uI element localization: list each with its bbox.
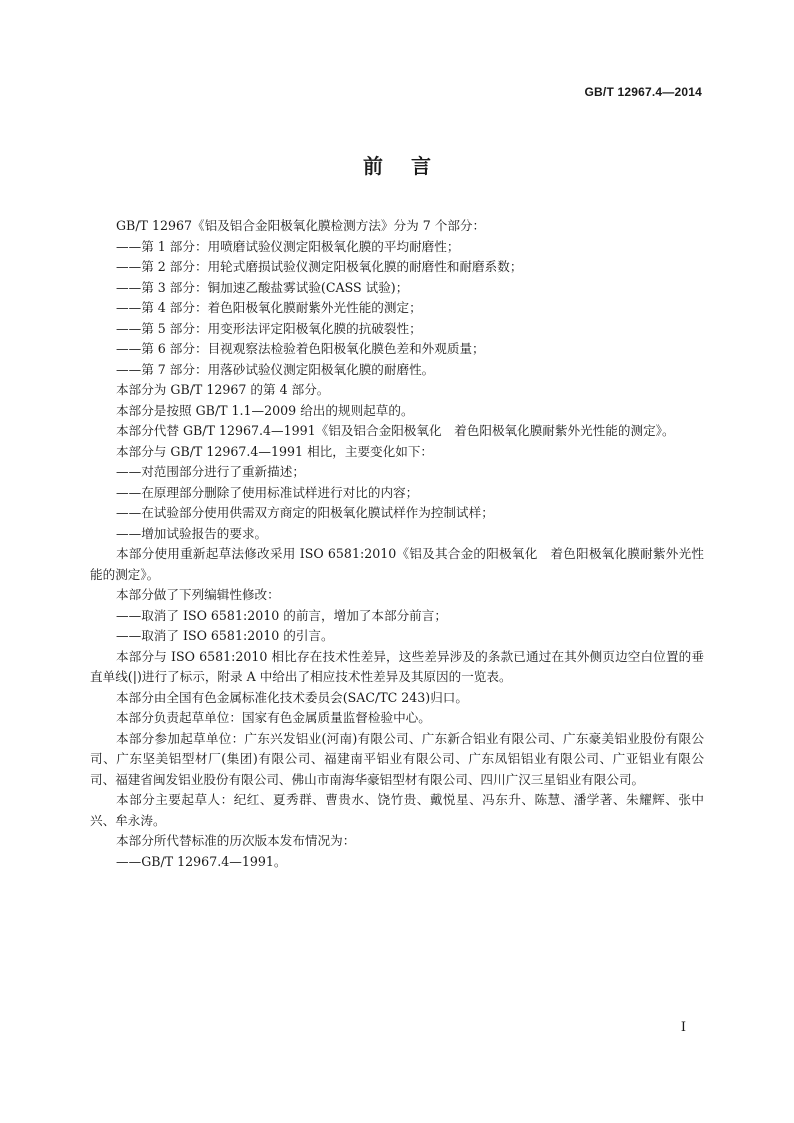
paragraph-main-drafters: 本部分主要起草人：纪红、夏秀群、曹贵水、饶竹贵、戴悦星、冯东升、陈慧、潘学著、朱耀辉、张中兴、牟永涛。 <box>90 792 704 828</box>
paragraph-part-number: 本部分为 GB/T 12967 的第 4 部分。 <box>116 382 330 397</box>
list-item-editorial-1: ——取消了 ISO 6581:2010 的前言，增加了本部分前言； <box>116 607 447 623</box>
list-item-part-7: ——第 7 部分：用落砂试验仪测定阳极氧化膜的耐磨性。 <box>116 361 435 377</box>
paragraph-participating-drafters: 本部分参加起草单位：广东兴发铝业(河南)有限公司、广东新合铝业有限公司、广东豪美铝业股份有限公司、广东坚美铝型材厂(集团)有限公司、福建南平铝业有限公司、广东凤铝铝业有限公司、广亚铝业有限公司、福建省闽发铝业股份有限公司、佛山市南海华豪铝型材有限公司、四川广汉三星铝业有限公司。 <box>90 730 704 787</box>
paragraph-changes-intro: 本部分与 GB/T 12967.4—1991 相比，主要变化如下： <box>116 443 434 459</box>
paragraph-iso-adoption: 本部分使用重新起草法修改采用 ISO 6581:2010《铝及其合金的阳极氧化 着色阳极氧化膜耐紫外光性能的测定》。 <box>90 546 704 582</box>
paragraph-parts-intro: GB/T 12967《铝及铝合金阳极氧化膜检测方法》分为 7 个部分： <box>116 218 486 233</box>
list-item-history-1: ——GB/T 12967.4—1991。 <box>116 853 287 869</box>
list-item-change-4: ——增加试验报告的要求。 <box>116 525 268 541</box>
standard-code: GB/T 12967.4—2014 <box>584 85 702 99</box>
paragraph-lead-drafter: 本部分负责起草单位：国家有色金属质量监督检验中心。 <box>116 710 431 725</box>
list-item-part-2: ——第 2 部分：用轮式磨损试验仪测定阳极氧化膜的耐磨性和耐磨系数； <box>116 259 523 274</box>
page-title: 前言 <box>363 154 459 178</box>
paragraph-technical-differences: 本部分与 ISO 6581:2010 相比存在技术性差异，这些差异涉及的条款已通过在其外侧页边空白位置的垂直单线(|)进行了标示，附录 A 中给出了相应技术性差异及其原因的一览表。 <box>90 648 704 684</box>
paragraph-drafting-rules: 本部分是按照 GB/T 1.1—2009 给出的规则起草的。 <box>116 402 414 418</box>
paragraph-replaces: 本部分代替 GB/T 12967.4—1991《铝及铝合金阳极氧化 着色阳极氧化膜耐紫外光性能的测定》。 <box>116 423 675 438</box>
paragraph-committee: 本部分由全国有色金属标准化技术委员会(SAC/TC 243)归口。 <box>116 689 468 705</box>
paragraph-editorial-intro: 本部分做了下列编辑性修改： <box>116 587 280 602</box>
list-item-part-1: ——第 1 部分：用喷磨试验仪测定阳极氧化膜的平均耐磨性； <box>116 238 460 254</box>
list-item-change-1: ——对范围部分进行了重新描述； <box>116 464 305 479</box>
list-item-part-3: ——第 3 部分：铜加速乙酸盐雾试验(CASS 试验)； <box>116 279 409 295</box>
list-item-editorial-2: ——取消了 ISO 6581:2010 的引言。 <box>116 628 334 643</box>
list-item-part-4: ——第 4 部分：着色阳极氧化膜耐紫外光性能的测定； <box>116 300 422 315</box>
list-item-part-5: ——第 5 部分：用变形法评定阳极氧化膜的抗破裂性； <box>116 320 422 336</box>
foreword-body <box>90 216 704 872</box>
paragraph-history-intro: 本部分所代替标准的历次版本发布情况为： <box>116 833 356 848</box>
list-item-part-6: ——第 6 部分：目视观察法检验着色阳极氧化膜色差和外观质量； <box>116 341 485 356</box>
list-item-change-2: ——在原理部分删除了使用标准试样进行对比的内容； <box>116 484 419 500</box>
page-number: I <box>680 1020 686 1035</box>
list-item-change-3: ——在试验部分使用供需双方商定的阳极氧化膜试样作为控制试样； <box>116 505 494 520</box>
